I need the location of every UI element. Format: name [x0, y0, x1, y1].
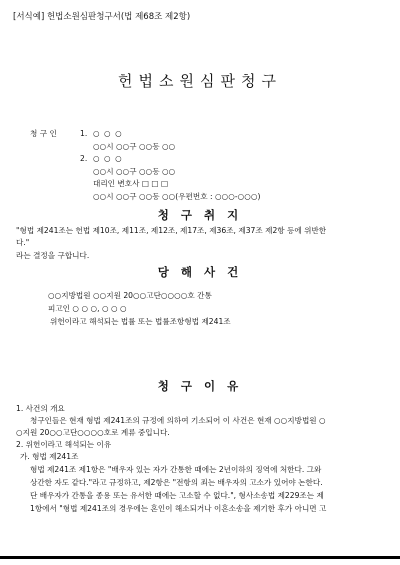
- claimant-2-name: ○ ○ ○: [93, 154, 123, 163]
- claimant-2-number: 2.: [80, 154, 88, 163]
- agent-address: ○○시 ○○구 ○○동 ○○(우편번호 : ○○○-○○○): [93, 192, 261, 201]
- case-heading: 당 해 사 건: [157, 265, 243, 279]
- purpose-line-2: 다.": [16, 238, 30, 247]
- section-2a-line-2: 상간한 자도 같다."라고 규정하고, 제2항은 "전항의 죄는 배우자의 고소가 있어야 논한다.: [30, 478, 323, 487]
- section-1-title: 1. 사건의 개요: [16, 404, 65, 413]
- case-provision: 위헌이라고 해석되는 법률 또는 법률조항형법 제241조: [50, 317, 231, 326]
- section-1-line-1: 청구인들은 현재 형법 제241조의 규정에 의하여 기소되어 이 사건은 현재 ○○지방법원 ○: [30, 416, 326, 425]
- form-tag: [서식예] 헌법소원심판청구서(법 제68조 제2항): [13, 12, 191, 22]
- claimant-1-address: ○○시 ○○구 ○○동 ○○: [93, 142, 176, 151]
- claimant-1-number: 1.: [80, 129, 88, 138]
- agent-lawyer: 대리인 변호사 □ □ □: [93, 179, 169, 188]
- page-bottom-rule: [0, 556, 400, 559]
- section-2a-line-3: 단 배우자가 간통을 종용 또는 유서한 때에는 고소할 수 없다.", 형사소송법 제229조는 제: [30, 491, 324, 500]
- purpose-line-1: "형법 제241조는 헌법 제10조, 제11조, 제12조, 제17조, 제36조, 제37조 제2항 등에 위반한: [16, 226, 327, 235]
- document-title: 헌법소원심판청구: [118, 72, 282, 90]
- reasons-heading: 청 구 이 유: [157, 379, 243, 393]
- purpose-heading: 청 구 취 지: [157, 208, 243, 222]
- section-1-line-2: ○지원 20○○고단○○○○호로 계류 중입니다.: [16, 428, 170, 437]
- claimant-2-address: ○○시 ○○구 ○○동 ○○: [93, 167, 176, 176]
- case-defendants: 피고인 ○ ○ ○, ○ ○ ○: [48, 304, 127, 313]
- section-2-title: 2. 위헌이라고 해석되는 이유: [16, 440, 112, 449]
- section-2a-line-1: 형법 제241조 제1항은 "배우자 있는 자가 간통한 때에는 2년이하의 징역에 처한다. 그와: [30, 465, 322, 474]
- section-2a-line-4: 1항에서 "형법 제241조의 경우에는 혼인이 해소되거나 이혼소송을 제기한 후가 아니면 고: [30, 504, 327, 513]
- section-2a-title: 가. 형법 제241조: [20, 452, 79, 461]
- purpose-line-3: 라는 결정을 구합니다.: [16, 251, 90, 260]
- claimant-label: 청 구 인: [30, 129, 57, 138]
- case-court: ○○지방법원 ○○지원 20○○고단○○○○호 간통: [48, 291, 212, 300]
- claimant-1-name: ○ ○ ○: [93, 129, 123, 138]
